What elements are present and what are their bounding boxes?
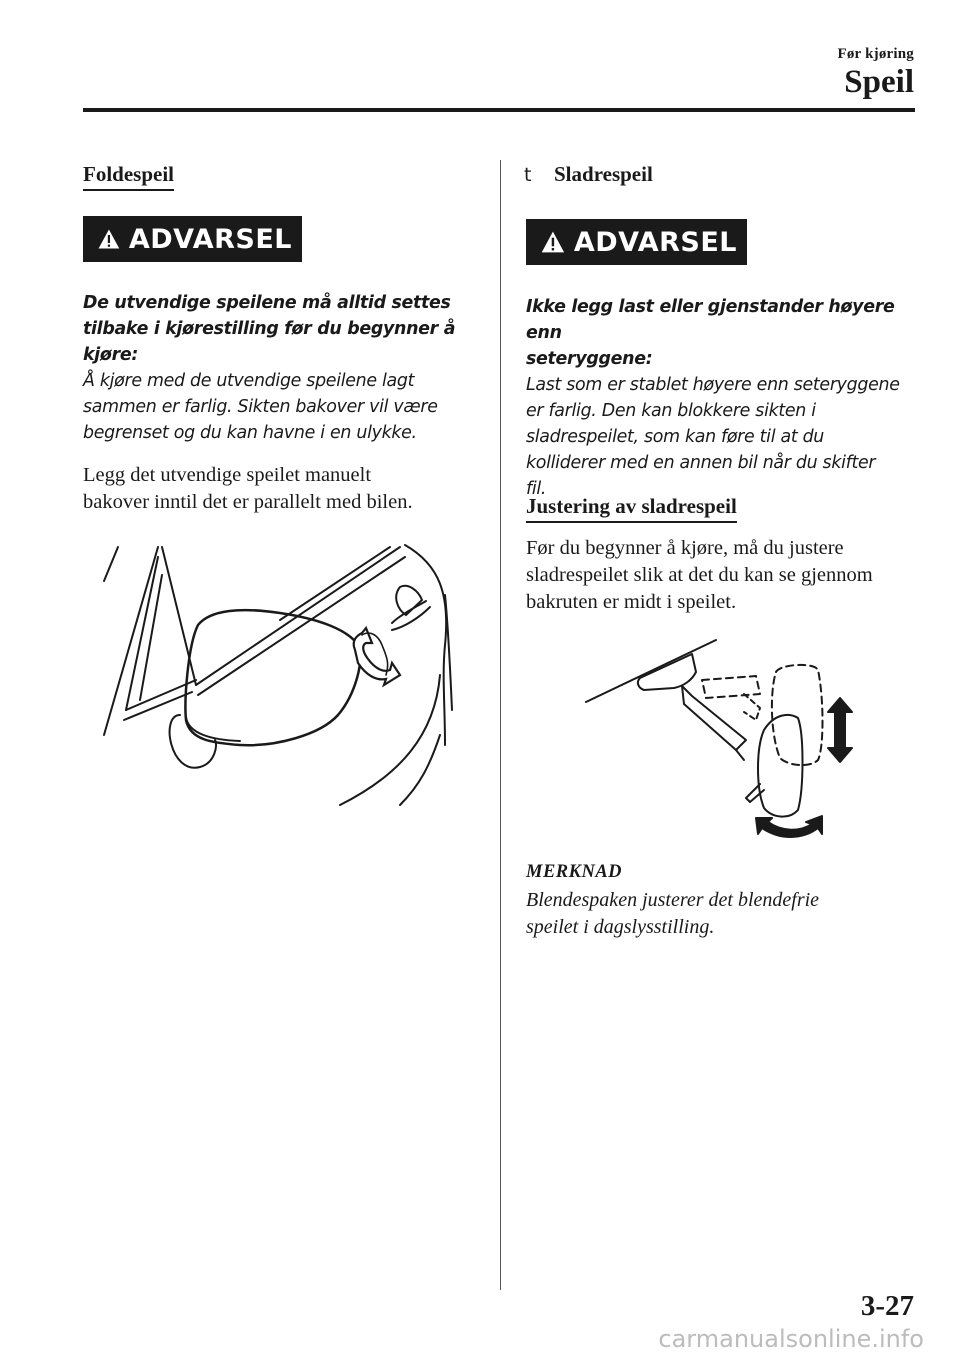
body-line: bakover inntil det er parallelt med bilen. [83, 491, 413, 513]
chapter-label: Før kjøring [837, 46, 914, 62]
warning-bold-line: kjøre: [83, 345, 138, 365]
body-line: sladrespeilet slik at det du kan se gjennom [526, 564, 873, 586]
warning-badge [526, 219, 747, 265]
note-line: Blendespaken justerer det blendefrie [526, 889, 820, 911]
header-rule [83, 108, 915, 112]
note-text [526, 887, 921, 941]
warning-label: ADVARSEL [573, 226, 737, 258]
column-divider [500, 160, 501, 1290]
warning-line: er farlig. Den kan blokkere sikten i [526, 401, 816, 421]
warning-line: kolliderer med en annen bil når du skifter [526, 453, 876, 473]
body-line: bakruten er midt i speilet. [526, 591, 737, 613]
warning-bold-line: tilbake i kjørestilling før du begynner å [83, 319, 456, 339]
page-title: Speil [844, 64, 914, 100]
warning-text [83, 290, 483, 446]
warning-bold-line: De utvendige speilene må alltid settes [83, 293, 451, 313]
warning-text [526, 294, 921, 502]
warning-triangle-icon [97, 225, 121, 253]
section-heading-foldespeil: Foldespeil [83, 162, 174, 191]
subheading-justering: Justering av sladrespeil [526, 494, 737, 523]
section-bullet: t [524, 164, 532, 186]
warning-bold-line: Ikke legg last eller gjenstander høyere enn [526, 297, 895, 343]
note-line: speilet i dagslysstilling. [526, 916, 715, 938]
body-paragraph [83, 462, 483, 516]
warning-triangle-icon [540, 228, 566, 256]
warning-line: fil. [526, 479, 547, 499]
warning-bold-line: seteryggene: [526, 349, 653, 369]
section-heading-sladrespeil: Sladrespeil [554, 162, 653, 186]
page-number: 3-27 [860, 1290, 914, 1322]
warning-badge [83, 216, 302, 262]
warning-line: sladrespeilet, som kan føre til at du [526, 427, 825, 447]
rearview-mirror-illustration [584, 638, 864, 848]
warning-line: Last som er stablet høyere enn seteryggene [526, 375, 900, 395]
body-paragraph [526, 535, 921, 616]
body-line: Før du begynner å kjøre, må du justere [526, 537, 844, 559]
warning-line: Å kjøre med de utvendige speilene lagt [83, 371, 415, 391]
body-line: Legg det utvendige speilet manuelt [83, 464, 372, 486]
folding-mirror-illustration [100, 535, 460, 810]
warning-line: sammen er farlig. Sikten bakover vil være [83, 397, 438, 417]
warning-line: begrenset og du kan havne i en ulykke. [83, 423, 417, 443]
warning-label: ADVARSEL [128, 223, 292, 255]
note-title: MERKNAD [526, 862, 623, 882]
watermark: carmanualsonline.info [658, 1325, 924, 1353]
